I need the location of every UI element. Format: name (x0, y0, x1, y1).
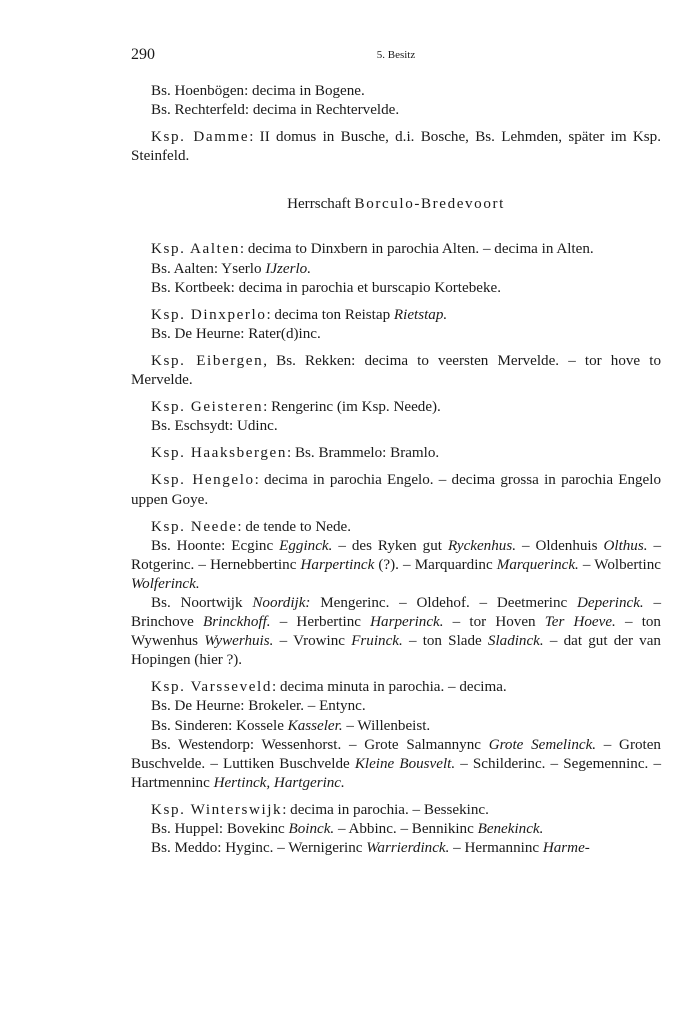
modern-name: Ryckenhus. (447, 537, 516, 554)
entry-text: Bs. Noortwijk (151, 594, 253, 611)
entry-paragraph (131, 518, 661, 537)
entry-text: – Willenbeist. (342, 717, 431, 734)
modern-name: Wywerhuis. (204, 633, 274, 650)
parish-name: Ksp. Dinxperlo (151, 306, 267, 323)
entry-paragraph (131, 678, 661, 697)
entry-text: – Rotgerinc. – Hernebbertinc (131, 537, 662, 573)
entry-paragraph (131, 801, 661, 820)
modern-name: Olthus. (603, 537, 648, 554)
entry-text: : decima to Dinxbern in parochia Alten. – decima in Alten. (239, 241, 594, 258)
entry-text: – Herbertinc (270, 614, 371, 631)
entry-paragraph (131, 839, 661, 858)
section-heading-prefix: Herrschaft (287, 196, 355, 213)
entry-paragraph (131, 101, 661, 120)
section-heading (131, 195, 661, 214)
modern-name: Egginck. (279, 537, 333, 554)
modern-name: Warrierdinck. (366, 840, 450, 857)
entry-text: Bs. Sinderen: Kossele (151, 717, 288, 734)
parish-name: Ksp. Varsseveld (151, 679, 272, 696)
modern-name: Benekinck. (477, 821, 544, 837)
entry-text: Bs. Meddo: Hyginc. – Wernigerinc (151, 840, 367, 857)
modern-name: Harperinck. (370, 614, 444, 631)
entry-paragraph (131, 279, 661, 298)
modern-name: Brinckhoff. (203, 614, 271, 631)
entry-paragraph (131, 537, 661, 594)
parish-name: Ksp. Eibergen (151, 352, 264, 369)
modern-name: Wolferinck. (131, 575, 200, 592)
entry-paragraph (131, 306, 661, 325)
entry-paragraph (131, 352, 661, 390)
entry-paragraph (131, 736, 661, 793)
running-head: 5. Besitz (376, 49, 416, 61)
entry-paragraph (131, 128, 661, 166)
modern-name: Grote Semelinck. (488, 736, 597, 753)
entry-text: : Rengerinc (im Ksp. Neede). (263, 399, 441, 416)
page-number: 290 (131, 46, 155, 63)
entry-text: Bs. Eschsydt: Udinc. (151, 418, 278, 435)
entry-text: Bs. Rechterfeld: decima in Rechtervelde. (151, 102, 400, 119)
entry-paragraph (131, 820, 661, 839)
entry-paragraph (131, 82, 661, 101)
modern-name: Harpertinck (300, 556, 375, 573)
entry-paragraph (131, 471, 661, 509)
modern-name: IJzerlo. (265, 260, 311, 277)
entry-paragraph (131, 697, 661, 716)
modern-name: Sladinck. (487, 633, 544, 650)
entry-text: – Hermanninc (449, 840, 543, 857)
entry-text: : decima in parochia Engelo. – decima grossa in parochia Engelo uppen Goye. (131, 472, 661, 508)
entry-text: – ton Wywenhus (131, 614, 661, 650)
entry-text: Mengerinc. – Oldehof. – Deetmerinc (310, 594, 578, 611)
parish-name: Ksp. Hengelo (151, 472, 255, 489)
entry-text: Bs. Huppel: Bovekinc (151, 821, 289, 837)
parish-name: Ksp. Haaksbergen (151, 445, 287, 462)
entry-text: Bs. Hoonte: Ecginc (151, 537, 280, 554)
entry-text: – dat gut der van Hopingen (hier ?). (131, 633, 661, 669)
modern-name: Harme- (542, 840, 590, 857)
modern-name: Rietstap. (393, 306, 448, 323)
modern-name: Marquerinck. (496, 556, 579, 573)
entry-paragraph (131, 444, 661, 463)
parish-name: Ksp. Geisteren (151, 399, 264, 416)
entry-text: Bs. Westendorp: Wessenhorst. – Grote Salmannync (151, 736, 489, 753)
entry-text: – Oldenhuis (515, 537, 604, 554)
entry-paragraph (131, 717, 661, 736)
entry-text: , Bs. Rekken: decima to veersten Mervelde. – tor hove to Mervelde. (131, 352, 661, 389)
entry-text: Bs. De Heurne: Brokeler. – Entync. (151, 698, 366, 715)
parish-name: Ksp. Damme (151, 129, 250, 146)
modern-name: Deperinck. (577, 594, 644, 611)
page-header (131, 46, 661, 66)
entry-text: – Vrowinc (273, 633, 352, 650)
entry-paragraph (131, 417, 661, 436)
entry-text: (?). – Marquardinc (374, 556, 497, 573)
entry-text: – tor Hoven (443, 614, 545, 631)
modern-name: Fruinck. (351, 633, 403, 650)
entry-text: – Abbinc. – Bennikinc (334, 821, 478, 837)
parish-name: Ksp. Winterswijk (151, 801, 283, 818)
entry-text: – Wolbertinc (578, 556, 661, 573)
entry-text: – Groten Buschvelde. – Luttiken Buschvelde (131, 736, 661, 772)
entry-paragraph (131, 398, 661, 417)
parish-name: Ksp. Neede (151, 518, 238, 535)
entry-paragraph (131, 594, 661, 670)
modern-name: Hertinck, Hartgerinc. (213, 774, 345, 791)
modern-name: Kasseler. (287, 717, 343, 734)
section-heading-spaced: Borculo-Bredevoort (354, 196, 505, 213)
entry-text: : Bs. Brammelo: Bramlo. (286, 445, 440, 462)
entry-text: – ton Slade (402, 633, 488, 650)
entry-text: – Brinchove (131, 594, 661, 631)
entry-text: : decima ton Reistap (266, 306, 394, 323)
entry-paragraph (131, 260, 661, 279)
entry-text: Bs. Kortbeek: decima in parochia et burscapio Kortebeke. (151, 279, 501, 296)
modern-name: Ter Hoeve. (544, 614, 616, 631)
entry-text: : de tende to Nede. (237, 518, 352, 535)
entry-paragraph (131, 240, 661, 259)
entry-text: : decima minuta in parochia. – decima. (271, 679, 507, 696)
parish-name: Ksp. Aalten (151, 241, 240, 258)
entry-text: – Schilderinc. – Segemenninc. – Hartmenninc (131, 755, 661, 791)
entry-paragraph (131, 325, 661, 344)
modern-name: Noordijk: (252, 594, 311, 611)
page-body (131, 82, 661, 858)
entry-text: – des Ryken gut (332, 537, 448, 554)
entry-text: Bs. Hoenbögen: decima in Bogene. (151, 83, 365, 99)
modern-name: Kleine Bousvelt. (354, 755, 456, 772)
entry-text: Bs. De Heurne: Rater(d)inc. (151, 325, 321, 342)
entry-text: Bs. Aalten: Yserlo (151, 260, 266, 277)
entry-text: : II domus in Busche, d.i. Bosche, Bs. Lehmden, später im Ksp. Steinfeld. (131, 129, 661, 165)
modern-name: Boinck. (288, 821, 335, 837)
entry-text: : decima in parochia. – Bessekinc. (282, 801, 489, 818)
